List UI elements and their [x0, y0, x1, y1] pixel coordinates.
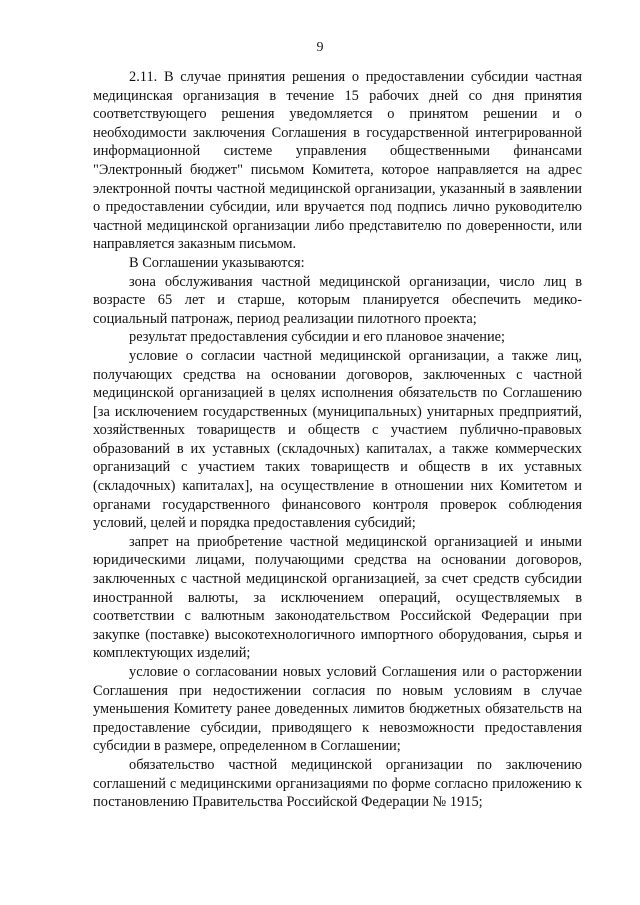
- list-item-new-conditions: условие о согласовании новых условий Соглашения или о расторжении Соглашения при недостижении согласия по новым условиям в случае уменьшения Комитету ранее доведенных лимитов бюджетных обязательств на предоставление субсидии, приводящего к невозможности предоставления субсидии в размере, определенном в Соглашении;: [93, 664, 582, 755]
- paragraph-2-11: 2.11. В случае принятия решения о предоставлении субсидии частная медицинская организация в течение 15 рабочих дней со дня принятия соответствующего решения уведомляется о принятом решении и о необходимости заключения Соглашения в государственной интегрированной информационной системе управления общественными финансами "Электронный бюджет" письмом Комитета, которое направляется на адрес электронной почты частной медицинской организации, указанный в заявлении о предоставлении субсидии, или вручается под подпись лично руководителю частной медицинской организации либо представителю по доверенности, или направляется заказным письмом.: [93, 69, 582, 253]
- list-item-currency-ban: запрет на приобретение частной медицинской организацией и иными юридическими лицами, получающими средства на основании договоров, заключенных с частной медицинской организацией, за счет средств субсидии иностранной валюты, за исключением операций, осуществляемых в соответствии с валютным законодательством Российской Федерации при закупке (поставке) высокотехнологичного импортного оборудования, сырья и комплектующих изделий;: [93, 533, 582, 662]
- agreement-intro: В Соглашении указываются:: [129, 254, 305, 271]
- list-item-consent-condition: условие о согласии частной медицинской организации, а также лиц, получающих средства на основании договоров, заключенных с частной медицинской организацией в целях исполнения обязательств по Соглашению [за исключением государственных (муниципальных) унитарных предприятий, хозяйственных товариществ и обществ с участием публично-правовых образований в их уставных (складочных) капиталах, а также коммерческих организаций с участием таких товариществ и обществ в их уставных (складочных) капиталах], на осуществление в отношении них Комитетом и органами государственного финансового контроля проверок соблюдения условий, целей и порядка предоставления субсидий;: [93, 347, 582, 532]
- list-item-result: результат предоставления субсидии и его плановое значение;: [129, 329, 506, 346]
- list-item-service-zone: зона обслуживания частной медицинской организации, число лиц в возрасте 65 лет и старше, которым планируется обеспечить медико-социальный патронаж, период реализации пилотного проекта;: [93, 273, 582, 327]
- document-body: [93, 68, 582, 812]
- list-item-obligation: обязательство частной медицинской организации по заключению соглашений с медицинскими организациями по форме согласно приложению к постановлению Правительства Российской Федерации № 1915;: [93, 756, 582, 811]
- page-number: 9: [316, 40, 324, 55]
